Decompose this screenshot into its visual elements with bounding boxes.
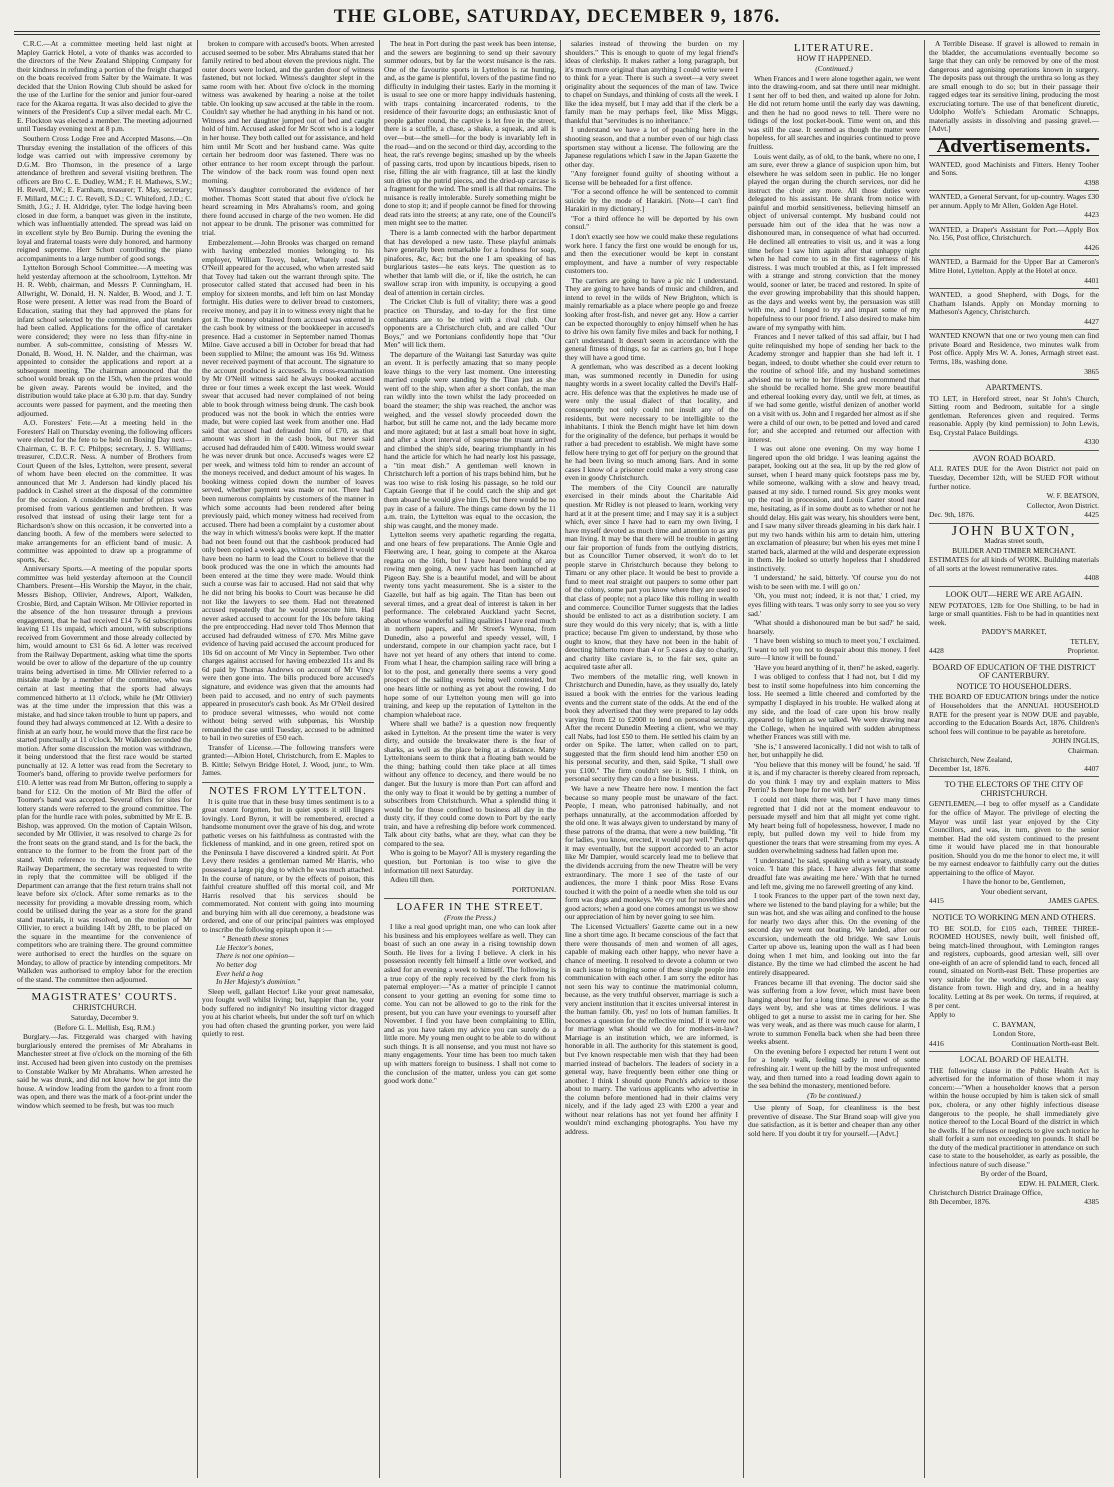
classified-ad bbox=[929, 256, 1099, 289]
ad-signature: TETLEY, bbox=[1070, 636, 1099, 646]
news-paragraph: There is a lamb connected with the harbor department that has developed a new taste. These playful animals have generally been remarkable for a fondness for soap, pinafores, &c, &c; but the one I am speaking of has burglarious tastes—he eats keys. The question as to whether that lamb will die, or if, like the ostrich, he can swallow scrap iron with impunity, is occupying a good deal of attention in certain circles. bbox=[384, 228, 556, 297]
health-board-ad bbox=[929, 1052, 1099, 1209]
column-separator bbox=[197, 40, 198, 1478]
column-6 bbox=[929, 40, 1099, 1480]
section-heading: NOTES FROM LYTTELTON. bbox=[202, 782, 374, 796]
ad-footer bbox=[929, 765, 1099, 774]
story-paragraph: On the evening before I expected her return I went out for a lonely walk, feeling sadly in need of some refreshing air. I went up the hill by the most unfrequented way, and then turned into a road leading down again to the sea behind the monastery, mentioned before. bbox=[748, 1046, 920, 1091]
news-paragraph: Embezzlement.—John Brooks was charged on remand with having embezzled monies belonging to his employer, William Tovey, baker, Whately road. Mr O'Neill appeared for the accused, who when arrested said that Tovey had taken out the warrant through spite. The prosecutor called stated that accused had been in his employ for sixteen months, and left him on last Monday fortnight. His duties were to deliver bread to customers, receive money, and pay it in to witness every night that he got it. The money obtained from accused was entered in the cash book by witness or the bookkeeper in accused's presence. Had a customer in September named Thomas Milne. Gave accused a bill in October for bread that had been supplied to Milne; the amount was 16s 9d. Witness never received payment of that account. The signature to the account produced is accused's. In cross-examination by Mr O'Neill witness said he always booked accused three or four times a week except the last week. Would swear that accused had never complained of not being able to book through witness being drunk. The cash book produced was not the book in which the entries were made, but were copied last week from another one. Had said that accused had defrauded him of £70, as that amount was short in the cash book, but never said accused had defrauded him of £400. Witness would swear he was never drunk but once. Accused's wages were £2 per week, and witness told him to render an account of the moneys received, and deduct amount of his wages. In booking witness copied down the number of loaves served, whether payment was made or not. There had been numerous complaints by customers of the manner in which some accounts had been rendered after being previously paid, which money witness had received from accused. There had been a complaint by a customer about the way in which witness's books were kept. If the matter had not been found out that the cashbook produced had only been copied a week ago, witness considered it would have been no harm to lead the Court to believe that the book produced was the one in which the amounts had been entered at the time they were made. Would think such a course was fair to accused. Had not said that why he did not bring his books to Court was because he did not like the lawyers to see them. Had not threatened accused repeatedly that he would prosecute him. Had never asked accused to account for the 10s before taking the pre entprocceding. Had never told Thos Mennon that accused had defrauded witness of £70. Mrs Milne gave evidence of having paid accused the account produced for 10s 6d on account of Mr Vincy in September. Two other charges against accused for having embezzled 11s and 8s 6d paid by Thomas Andrews on account of Mr Vincy were then gone into. The bills produced bore accused's signature, and evidence was given that the amounts had been paid to accused, and no entry of such payments appeared in prosecutor's cash book. As Mr O'Neil desired to produce several witnesses, who would not come without being served with subpœnas, his Worship remanded the case until Tuesday, accused to be admitted to bail in two sureties of £50 each. bbox=[202, 237, 374, 743]
continued-note: (Continued.) bbox=[815, 64, 853, 74]
classified-ad bbox=[929, 289, 1099, 330]
signature: PORTONIAN. bbox=[512, 884, 556, 894]
ad-footer bbox=[929, 897, 1099, 906]
ad-number: 4398 bbox=[1084, 177, 1099, 187]
story-paragraph: When Frances and I were alone together again, we went into the drawing-room, and sat there until near midnight. I sent her off to bed then, and waited up alone for John. He did not return home until the early day was dawning, and then he had no good news to tell. There were no tidings of the lost pocket-book. Time went on, and this was still the case. It seemed as though the matter were hopeless, for all searches and inquiries continued to prove fruitless. bbox=[748, 73, 920, 152]
story-paragraph: 'You believe that this money will be found,' he said. 'If it is, and if my character is thereby cleared from reproach, do you think I may try and explain matters to Miss Perrin? Is there hope for me with her?' bbox=[748, 759, 920, 795]
masthead-rule-2 bbox=[14, 34, 1100, 35]
court-bench: (Before G. L. Mellish, Esq, R.M.) bbox=[54, 1022, 155, 1032]
story-paragraph: 'I understand,' he said, bitterly. 'Of course you do not wish to be seen with me. I will go on.' bbox=[748, 573, 920, 591]
ad-role: Chairman. bbox=[1068, 745, 1099, 755]
masthead-rule bbox=[14, 31, 1100, 32]
ad-signature: JOHN INGLIS, bbox=[1052, 736, 1099, 746]
ad-role: Collector, Avon District. bbox=[1026, 500, 1099, 510]
story-paragraph: 'Have you heard anything of it, then?' he asked, eagerly. bbox=[754, 662, 920, 672]
buxton-ad bbox=[929, 524, 1099, 587]
news-paragraph: "Any foreigner found guilty of shooting without a license will be beheaded for a first offence. bbox=[565, 169, 738, 187]
ad-date: December 1st, 1876. bbox=[929, 763, 991, 773]
news-paragraph: "For a third offence he will be deported by his own consul." bbox=[565, 213, 738, 232]
ad-signature: EDW. H. PALMER, Clerk. bbox=[1018, 1178, 1099, 1188]
news-paragraph: A gentleman, who was described as a decent looking man, was summoned recently in Dunedin for using naughty words in a sweet locality called the Devil's Half-acre. His defence was that the expletives he made use of were only the usual dialect of that locality, and consequently not only could not insult any of the residents, but were necessary to be intelligible to the inhabitants. I think the Bench might have let him down for the originality of the defence, but perhaps it would be rather a bad precedent to establish. We might have some fellow here trying to get off for perjury on the ground that he had been living so much among liars. And in some cases I know of a prisoner could make a very strong case even in goody Christchurch. bbox=[565, 362, 738, 483]
ad-closing: I have the honor to be, Gentlemen, bbox=[962, 877, 1066, 887]
story-paragraph: I was out alone one evening. On my way home I lingered upon the old bridge. I was leaning against the parapet, looking out at the sea, lit up by the red glow of sunset, when I heard many quick footsteps pass me by, while someone, walking with a slow and heavy tread, paused at my side. I turned round. Six grey monks went up the road in procession, and Louis Carter stood near me, hesitating, as if in some doubt as to whether or not he should delay. His gait was weary, his shoulders were bent, and I saw many silver threads gleaming in his dark hair. I put my two hands within his arm to detain him, uttering an exclamation of pleasure; but when his eyes met mine I started back, alarmed at the wild and desperate expression in them. He looked so utterly hopeless that I shuddered instinctively. bbox=[748, 444, 920, 573]
news-paragraph: Anniversary Sports.—A meeting of the popular sports committee was held yesterday afternoon at the Council Chambers. Present—His Worship the Mayor, in the chair, Messrs Bishop, Ollivier, Andrews, Alport, Walkden, Crosbie, Bird, and Captain Wilson. Mr Ollivier reported in the absence of the hon treasurer through a previous engagement, that he had received £14 7s 6d subscriptions leaving £1 11s unpaid, which amount, with subscriptions received from Government and those already collected by him, would amount to £31 6s 6d. A letter was received from the Railway Department, asking what time the sports would be over to allow of the departure of the up country trains being advertised in time. Mr Ollivier referred to a mistake made by a member of the committee, who was certain at last meeting that the sports had always commenced hitherto at 11 o'clock, while he (Mr Ollivier) was at the time under the impression that this was a mistake, and had since taken trouble to hunt up papers, and found they had always commenced at 12. With a desire to finish at an early hour, he would move that the first race be started punctually at 11 o'clock. Mr Walkden seconded the motion. After some discussion the motion was withdrawn, it being understood that the first race would be started punctually at 12. A letter was read from the Secretary to Toomer's band, offering to provide twelve performers for £10. A letter was read from Mr Button, offering to supply a band for £12. On the motion of Mr Bird the offer of Toomer's band was accepted. Several offers for sites for lottery stands were referred to the ground committee. The plan for the hurdle race with poles, submitted by Mr E. B. Bishop, was approved. On the motion of Captain Wilson, seconded by Mr Ollivier, it was resolved to charge 2s for the front seats on the grand stand, and 1s for the back, the entrance to the former to be from the front part of the stand. With reference to the letter received from the Railway Department, the secretary was requested to write in reply that the committee will be obliged if the Department can arrange that the first return trains shall not leave before six o'clock. After some remarks as to the necessity for providing a movable dressing room, which could be utilised during the year as a store for the grand stand materials, it was resolved, on the motion of Mr Ollivier, to erect a building 14ft by 28ft, to be placed on the square in the meantime for the convenience of competitors who are training there. The ground committee were authorised to erect the hurdles on the square on Monday, to allow of practice by intending competitors. Mr Walkden was authorised to employ labor for the erection of the stand. The committee then adjourned. bbox=[17, 564, 192, 984]
ad-text: WANTED, a Barmaid for the Upper Bar at Cameron's Mitre Hotel, Lyttelton. Apply at the Hotel at once. bbox=[929, 257, 1099, 276]
news-paragraph: Southern Cross Lodge Free and Accepted Masons.—On Thursday evening the installation of the officers of this lodge was carried out with impressive ceremony by D.G.M. Bro Thomson, in the presence of a large attendance of brethren and several visiting brethren. The officers are Bro C. E. Dudley, W.M.; F. H. Mathews, S.W.; H. Revell, J.W.; E. Farnham, treasurer; T. May, secretary; F. Millard, M.C.; J. C. Revell, S.D.; C. Whiteford, J.D.; C. Smith, J.G.; J. H. Aldridge, tyler. The lodge having been closed in due form, a banquet was given in the institute, which was influentially attended. The spread was laid on in excellent style by Bro Burnip. During the evening the loyal and fraternal toasts were duly honored, and harmony reigned supreme. Herr Schott contributing the piano accompaniments to a large number of good songs. bbox=[17, 134, 192, 263]
news-paragraph: Lyttelton seems very apathetic regarding the regatta, and one hears of few preparations. The Annie Ogle and Fleetwing are, I hear, going to compete at the Akaroa regatta on the 16th, but I have heard nothing of any rowing men going. A new yacht has been launched at Pigeon Bay. She is a beautiful model, and will be about twenty tons yacht measurement. She is a sister to the Gazelle, but half as big again. The Titan has been out several times, and a great deal of interest is taken in her performance. The celebrated Auckland yacht Secret, about whose wonderful sailing qualities I have read much in northern papers, and Mr Street's Wynona, from Dunedin, also a powerful and speedy vessel, will, I understand, compete in our champion yacht race, but I have not yet heard of any others that intend to come. From what I hear, the champion sailing race will bring a lot to the post, and generally there seems a very good prospect of the sailing events being well contested, but one hears little or nothing as yet about the rowing. I do hope some of our Lyttelton young men will go into training, and keep up the reputation of Lyttelton in the champion whaleboat race. bbox=[384, 530, 556, 719]
story-paragraph: I could not think there was, but I have many times regretted that I did not at the moment endeavour to persuade myself and him that all might yet come right. My heart being full of hopelessness, however, I made no reply, but pulled down my veil to hide from my questioner the tears that were streaming from my eyes. A sudden overwhelming sadness had fallen upon me. bbox=[748, 795, 920, 856]
column-3 bbox=[384, 40, 556, 1480]
news-paragraph: Transfer of License.—The following transfers were granted:—Albion Hotel, Christchurch, from E. Maples to B. Kittle; Selwyn Bridge Hotel, J. Wood, junr., to Wm. James. bbox=[202, 742, 374, 778]
ad-heading: AVON ROAD BOARD. bbox=[972, 453, 1056, 463]
ad-text: NEW POTATOES, 12lb for One Shilling, to be had in large or small quantities. Fish to be had in quantities next week. bbox=[929, 600, 1099, 627]
story-paragraph: Frances and I never talked of this sad affair, but I had quite relinquished my hope of sending her back to the Academy stronger and happier than she had left it. I began, indeed, to doubt whether she could ever return to the routine of school life, and my husband sometimes advised me to write to her friends and recommend that she should be recalled home. She grew more beautiful and ethereal looking every day, until we felt, at times, as if we had some gentle, wistful denizen of another world on a visit with us. John and I regarded her almost as if she were a child of our own, to be petted and loved and cared for; and she accepted and returned our affection with interest. bbox=[748, 332, 920, 444]
news-paragraph: Who is going to be Mayor? All is mystery regarding the question, but Portonian is too wise to give the information till next Saturday. bbox=[384, 848, 556, 875]
ad-number: 3865 bbox=[1084, 366, 1099, 376]
section-subheading: CHRISTCHURCH. bbox=[72, 1002, 137, 1012]
ad-business: PADDY'S MARKET, bbox=[981, 627, 1047, 637]
ad-text: ESTIMATES for all kinds of WORK. Building materials of all sorts at the lowest remunerative rates. bbox=[929, 555, 1099, 573]
news-paragraph: I like a real good upright man, one who can look after his business and his employees welfare as well. They can boast of such an one away in a rising township down South. He lives for a living I believe. A clerk in his possession recently felt himself a little over worked, and asked for an evening a week to himself. The following is a true copy of the reply received by the clerk from his paternal employer:—"As a matter of principle I cannot consent to your getting an evening for some time to come. You can not be allowed to go to the rink for the present, but you can have your evenings to yourself after November. I find you have been complaining to Ellin, and as you have taken my advice you can surely do a little more. My young men ought to be able to do without such things. It is all nonsense, and you must not have so many engagements. Your time has been too much taken up with matters foreign to business. I shall not come to the conclusion of the matter, unless you can get some good work done." bbox=[384, 922, 556, 1086]
ad-number: 4423 bbox=[1084, 210, 1099, 220]
ad-signature: JAMES GAPES. bbox=[1048, 896, 1099, 906]
continued-note: (To be continued.) bbox=[807, 1090, 861, 1100]
electors-ad bbox=[929, 777, 1099, 910]
news-paragraph: broken to compare with accused's boots. When arrested accused seemed to be sober. Mrs Abrahams stated that her family retired to bed about eleven the previous night. The outer doors were locked, and the garden door of witness fastened, but not locked. Witness's daughter slept in the same room with her. About five o'clock in the morning witness was awakened by hearing a noise at the toilet table. On looking up saw accused at the table in the room. Couldn't say whether he had anything in his hand or not. Witness and her daughter jumped out of bed and caught hold of him. Accused asked for Mr Scott who is a lodger in her house. They both called out for assistance, and held him until Mr Scott and her husband came. Was quite certain her bedroom door was fastened. There was no other entrance to her room except through the parlour. The window of the back room was found open next morning. bbox=[202, 40, 374, 185]
ad-text: WANTED, a General Servant, for up-country. Wages £30 per annum. Apply to Mr Allen, Golden Age Hotel. bbox=[929, 192, 1099, 210]
news-paragraph: The Cricket Club is full of vitality; there was a good practice on Thursday, and to-day for the first time combatants are to be tried with a rival club. Our opponents are a Christchurch club, and are called "Our Boys," and we Portonians confidently hope that "Our Men" will lick them. bbox=[384, 297, 556, 350]
masthead: THE GLOBE, SATURDAY, DECEMBER 9, 1876. bbox=[333, 6, 781, 27]
classified-ad bbox=[929, 330, 1099, 380]
ad-number: 4427 bbox=[1084, 316, 1099, 326]
column-2 bbox=[202, 40, 374, 1480]
news-paragraph: Lyttelton Borough School Committee.—A meeting was held yesterday afternoon at the schoolroom, Lyttelton. Mr H. R. Webb, chairman, and Messrs P. Cunningham, H. Allwright, W. Donald, H. N. Nalder, B. Wood, and J. T. Rose were present. A letter was read from the Board of Education, stating that they had approved the plans for infant school selected by the committee, and that tenders had been called. Applications for the office of caretaker were considered; they were no less than fifty-nine in number. A sub-committee, consisting of Messrs W. Donald, B. Wood, H. N. Nalder, and the chairman, was appointed to consider the applications and report at a subsequent meeting. The chairman announced that the school would break up on the 15th, when the prizes would be given away. Parents would be invited, and the distribution would take place at 6.30 p.m. that day. Sundry accounts were passed for payment, and the meeting then adjourned. bbox=[17, 263, 192, 418]
story-paragraph: I was obliged to confess that I had not, but I did my best to instil some hopefulness into him concerning the loss. He seemed a little cheered and comforted by the sympathy I displayed in his trouble. He walked along at my side, and the load of care upon his brow really appeared to lighten as we talked. We were drawing near the College, when he inquired with sudden abruptness whether Frances was still with me. bbox=[748, 672, 920, 742]
potatoes-ad bbox=[929, 587, 1099, 660]
story-paragraph: 'She is,' I answered laconically. I did not wish to talk of her, but unhappily he did. bbox=[748, 741, 920, 760]
ad-order: By order of the Board, bbox=[980, 1169, 1048, 1179]
ad-text: GENTLEMEN,—I beg to offer myself as a Candidate for the office of Mayor. The privilege of electing the Mayor was until last year enjoyed by the City Councillors, and was, in turn, given to the senior member. Had the old system continued to the present time it would have placed me in that honourable position. Should you do me the honor to elect me, it will be my earnest endeavor to faithfully carry out the duties appertaining to the office of Mayor. bbox=[929, 799, 1099, 877]
medical-advert: A Terrible Disease. If gravel is allowed to remain in the bladder, the accumulations eventually become so large that they can only be removed by one of the most dangerous and agonising operations known in surgery. The deposits pass out through the urethra so long as they are small enough to do so; but in their passage their ragged edges tear its sensitive lining, producing the most excruciating torture. The use of that beneficent diuretic, Udolpho Wolfe's Schiedam Aromatic Schnapps, materially assists in dissolving and passing gravel.—[Advt.] bbox=[929, 40, 1099, 134]
section-heading: MAGISTRATES' COURTS. bbox=[17, 988, 192, 1002]
news-paragraph: We have a new Theatre here now. I mention the fact because so many people must be unaware of the fact. People, I mean, who patronised habitually, and not perhaps unnaturally, at the accommodation afforded by the old one. It was always given to understand by many of these patrons of the drama, that were a new building, "fit for ladies, you know, erected, it would pay well." Perhaps it may eventually, but the support accorded to an actor like Mr Dampier, would scarcely lead me to believe that the dividends accruing from the new Theatre will be very extraordinary. The more I see of the taste of our audiences, the more I think poor Miss Rose Evans touched it with the point of a needle when she told us our form was dogs and monkeys. We cry out for novelties and good actors; when a good one comes amongst us we show our appreciation of him by never going to see him. bbox=[565, 784, 738, 922]
story-paragraph: Louis went daily, as of old, to the bank, where no one, I am sure, ever threw a glance of suspicion upon him, but elsewhere he was seldom seen in public. He no longer played the organ during the church services, nor did he instruct the choir any more. All those duties were delegated to his assistant. He shrank from notice with painful and morbid sensitiveness, believing himself an object of universal contempt. My husband could not persuade him out of the idea that he was now a dishonoured man, in consequence of what had occurred. He declined all entreaties to visit us, and it was a long time before I saw him again after that unhappy night when he had come to us in the first eagerness of his distress. I was much troubled at this, as I felt impressed with a strange and strong conviction that the money would, sooner or later, be traced and restored. In spite of the ever growing improbability that this should happen, as the days and weeks went by, the persuasion was still with me, and I longed to try and impart some of my hopefulness to our poor friend. I also desired to make him aware of my sympathy with him. bbox=[748, 151, 920, 332]
ad-heading: BOARD OF EDUCATION OF THE DISTRICT OF CANTERBURY. bbox=[932, 662, 1096, 681]
ad-number: 4426 bbox=[1084, 242, 1099, 252]
ad-heading: LOCAL BOARD OF HEALTH. bbox=[959, 1055, 1069, 1065]
story-paragraph: I took Frances to the upper part of the town next day, where we listened to the band playing for a while; but the sun was hot, and she was ailing and confined to the house for nearly two days after this. On the evening of the second day we went out boating. We landed, after our excursion, underneath the old bridge. We saw Louis Carter up above us, leaning upon the wall as I had been doing when I met him, and looking out into the far distance. By the time we had climbed the ascent he had entirely disappeared. bbox=[748, 891, 920, 977]
ad-footer bbox=[929, 1040, 1099, 1049]
news-paragraph: I understand we have a lot of poaching here in the shooting season, and that a number even of our high class sportsmen stay without a license. The following are the Japanese regulations which I saw in the Japan Gazette the other day. bbox=[565, 125, 738, 169]
ad-number: 4407 bbox=[1084, 763, 1099, 773]
news-paragraph: The carriers are going to have a pic nic I understand. They are going to have bands of music and children, and intend to revel in the wilds of New Brighton, which is mainly remarkable as a place where people go and freeze looking after frost-fish, and never get any. How a carrier can be expected thoroughly to enjoy himself when he has to drive his own family five miles and back for nothing, I can't understand. It doesn't seem in accordance with the general fitness of things, so far as carriers go, but I hope they will have a good time. bbox=[565, 275, 738, 362]
ad-number: 4330 bbox=[1084, 437, 1099, 447]
news-paragraph: The members of the City Council are naturally exercised in their minds about the Charitable Aid question. Mr Ridley is not pleased to learn, working very hard at it at the present time; and I may say it is a subject which, ever since I have had to earn my own living, I have myself devoted as much time and attention to as any man living. It may be that there will be trouble in getting our fair proportion of funds from the outlying districts, but as Councillor Turner observed, it won't do to let people starve in Christchurch because they belong to Timaru or any other place. It would be best to provide a fund to meet real straight out paupers to some other part of the colony, some part you know where they are used to that class of people; not a place like this rolling in wealth and commerce. Councillor Turner suggests that the ladies should be enlisted to act as a distribution society. I am sure they would do this very nicely; that is, with a little practice; because I'm given to understand, by those who ought to know, that they have not been in the habit of detecting hitherto more than 4 or 5 cases a day to charity, and charity like caviare is, to the fair sex, quite an acquired taste after all. bbox=[565, 482, 738, 672]
ad-text: WANTED, good Machinists and Fitters. Henry Tooher and Sons. bbox=[929, 159, 1099, 178]
ad-heading: TO THE ELECTORS OF THE CITY OF CHRISTCHURCH. bbox=[944, 780, 1084, 798]
ad-heading: APARTMENTS. bbox=[985, 383, 1043, 393]
news-paragraph: "For a second offence he will be sentenced to commit suicide by the mode of Harakiri. [Note—I can't find Harakiri in my dictionary.] bbox=[565, 187, 738, 214]
ad-name: JOHN BUXTON, bbox=[951, 523, 1077, 539]
ad-address: London Store, bbox=[992, 1029, 1036, 1039]
ad-trade: BUILDER AND TIMBER MERCHANT. bbox=[952, 545, 1076, 555]
story-title: HOW IT HAPPENED. bbox=[796, 53, 872, 63]
column-5 bbox=[748, 40, 920, 1480]
ad-place: Christchurch, New Zealand, bbox=[929, 755, 1013, 765]
section-heading: LITERATURE. bbox=[793, 42, 875, 54]
story-paragraph: 'What should a dishonoured man be but sad?' he said, hoarsely. bbox=[748, 618, 920, 636]
soap-advert: Use plenty of Soap, for cleanliness is the best preventive of disease. The Star Brand soap will give you due satisfaction, as it is better and cheaper than any other sold here. If you doubt it try for yourself.—[Advt.] bbox=[748, 1103, 920, 1138]
column-separator bbox=[560, 40, 561, 1478]
education-board-ad bbox=[929, 660, 1099, 778]
story-paragraph: 'I have been wishing so much to meet you,' I exclaimed. 'I want to tell you not to despair about this money. I feel sure—I know it will be found.' bbox=[748, 636, 920, 663]
avon-road-board-ad bbox=[929, 451, 1099, 524]
ad-apply: Apply to bbox=[929, 1010, 956, 1020]
story-paragraph: Frances became ill that evening. The doctor said she was suffering from a low fever, which must have been hanging about her for a long time. She grew worse as the days went by, and she was at times delirious. I was obliged to get a nurse to assist me in caring for her. She was very weak, and as there was much cause for alarm, I wrote to summon Fenella back when she had been three weeks absent. bbox=[748, 977, 920, 1047]
source-note: (From the Press.) bbox=[444, 912, 496, 922]
ad-text: TO LET, in Hereford street, near St John's Church, Sitting room and Bedroom, suitable for a single gentleman. References given and required. Terms reasonable. Apply (by kind permission) to John Lewis, Esq, Crystal Palace Buildings. bbox=[929, 393, 1099, 437]
ad-text: ALL RATES DUE for the Avon District not paid on Tuesday, December 12th, will be SUED FOR without further notice. bbox=[929, 464, 1099, 491]
ad-text: WANTED, a good Shepherd, with Dogs, for the Chatham Islands. Apply on Monday morning to Matheson's Agency, Christchurch. bbox=[929, 290, 1099, 317]
news-paragraph: A.O. Foresters' Fete.—At a meeting held in the Foresters' Hall on Thursday evening, the following officers were elected for the fete to be held on Boxing Day next—Chairman, C. B. F. C. Philpps; secretary, J. S. Williams; treasurer, C.D.C.R. Ness. A number of Brothers from Court Queen of the Isles, Lyttelton, were present, several of whom have been elected on the committee. It was announced that Mr J. Anderson had kindly placed his paddock in Cashel street at the disposal of the committee for the occasion. A considerable number of prizes were promised from various gentlemen and brethren. It was resolved that instead of using their large tent for a Richardson's show on this occasion, it be converted into a dancing booth. A few of the members were selected to make arrangements for an efficient band of music. A committee was appointed to draw up a programme of sports, &c. bbox=[17, 418, 192, 564]
ad-footer bbox=[929, 1198, 1099, 1207]
column-1 bbox=[17, 40, 192, 1480]
news-paragraph: The departure of the Waitangi last Saturday was quite an event. It is perfectly amazing that so many people leave things to the very last moment. One interesting married couple were standing by the Titan just as she went off to the ship, when after a short confab, the man ran wildly into the town whilst the lady proceeded on board the steamer; the ship was reached, the anchor was weighed, and the vessel slowly proceeded down the harbor, but still he came not, and the lady became more and more agitated; but at last a small boat hove in sight, and after a short interval of suspense the truant arrived and climbed the ship's side, bearing triumphantly in his hand the article for which he had nearly lost his passage, a "tin meat dish." A gentleman well known in Christchurch left a portion of his traps behind him, but he was too wise to risk losing his passage, so he told our Captain George that if he could catch the ship and get them aboard he would give him £5, but there would be no pay in case of a failure. The things came down by the 11 a.m. train, the Lyttelton was equal to the occasion, the ship was caught, and the money made. bbox=[384, 349, 556, 530]
classified-ad bbox=[929, 191, 1099, 224]
story-paragraph: 'Oh, you must not; indeed, it is not that,' I cried, my eyes filling with tears. 'I was only sorry to see you so very sad.' bbox=[748, 591, 920, 618]
news-paragraph: It is quite true that in these busy times sentiment is to a great extent forgotten, but in quiet spots it still lingers lovingly. Lord Byron, it will be remembered, erected a handsome monument over the grave of his dog, and wrote pathetic verses on his faithfulness as contrasted with the fickleness of mankind, and in one green, retired spot on the Peninsula I have discovered a kindred spirit. At Port Levy there resides a gentleman named Mr Harris, who possessed a large pig dog to which he was much attached. In the course of nature, or by the effects of poison, this faithful creature shuffled off this mortal coil, and Mr Harris resolved that his services should be commemorated. Not content with going into mourning and burying him with all due ceremony, a headstone was ordered, and one of our principal painters was employed to inscribe the following epitaph upon it :— bbox=[202, 796, 374, 934]
news-paragraph: C.R.C.—At a committee meeting held last night at Mapley Garrick Hotel, a vote of thanks was accorded to the directors of the New Zealand Shipping Company for their kindness in refunding a portion of the freight charged on the boats received from Salter by the Waimate. It was decided that the Union Rowing Club should be asked for the use of the Lurline for the senior and junior four-oared race for the Akaroa regatta. It was also decided to give the winners of the President's Cup a silver medal each. Mr C. E. Flockton was elected a member. The meeting adjourned until Tuesday evening next at 8 p.m. bbox=[17, 40, 192, 134]
ad-date: Dec. 9th, 1876. bbox=[929, 510, 975, 520]
classified-ad bbox=[929, 159, 1099, 192]
ad-role: Proprietor. bbox=[1067, 646, 1099, 656]
news-paragraph: Two members of the metallic ring, well known in Christchurch and Dunedin, have, as they usually do, lately issued a book with the entries for the various leading events and the current state of the odds. At the end of the book they advertised that they were prepared to lay odds varying from £2 to £2000 to lend on personal security. After the recent Dunedin Meeting a client, who we may call Nabs, had lost £50 to them. He settled his claim by an order on Spike. The latter, when called on to part, suggested that the firm should lend him another £50 on his personal security, and then, said Spike, "I shall owe you £100." The firm couldn't see it. Still, I think, on personal security they can do a fine business. bbox=[565, 671, 738, 784]
ad-heading: LOOK OUT—HERE WE ARE AGAIN. bbox=[945, 589, 1083, 599]
ad-address: Continuation North-east Belt. bbox=[1011, 1038, 1099, 1048]
news-paragraph: Sleep well, gallant Hector! Like your great namesake, you fought well whilst living; but, happier than he, your body suffered no indignity! No insulting victor dragged you at his chariot wheels, but under the soft turf on which you had often chased the grunting porker, you were laid quietly to rest. bbox=[202, 986, 374, 1039]
ad-text: THE following clause in the Public Health Act is advertised for the information of those whom it may concern:—"When a householder knows that a person within the house occupied by him is taken sick of small pox, cholera, or any other highly infectious disease dangerous to the people, he shall immediately give notice thereof to the Local Board of the district in which he dwells. If he refuses or neglects to give such notice he shall forfeit a sum not exceeding ten pounds. It shall be the duty of the medical practitioner in attendance on such case to state to the householder, as early as possible, the infectious nature of such disease." bbox=[929, 1065, 1099, 1169]
ad-signature: C. BAYMAN, bbox=[992, 1019, 1036, 1029]
story-paragraph: 'I understand,' he said, speaking with a weary, unsteady voice. 'I hate this place. I have always felt that some dreadful fate was awaiting me here.' With that he turned and left me, giving me no farewell greeting of any kind. bbox=[748, 855, 920, 891]
ad-number: 4416 bbox=[929, 1038, 944, 1048]
apartments-ad bbox=[929, 380, 1099, 451]
epitaph-poem: " Beneath these stones Lie Hector's bones, There is not one opinion— No better dog Ever held a hog In Her Majesty's dominion." bbox=[216, 934, 300, 987]
ad-heading: NOTICE TO WORKING MEN AND OTHERS. bbox=[932, 913, 1096, 923]
news-paragraph: Burglary.—Jas. Fitzgerald was charged with having burglariously entered the premises of Mr Abrahams in Manchester street at five o'clock on the morning of the 6th inst. Accused had been given into custody on the premises to Constable Walker by Mr Abrahams. When arrested he said he was drunk, and did not know how he got into the house. A window leading from the garden to a front room was open, and there was the mark of a foot-print under the window which seemed to be fresh, but was too much bbox=[17, 1032, 192, 1110]
ad-text: TO BE SOLD, for £105 each, THREE THREE-ROOMED HOUSES, newly built, well finished off, being match-lined throughout, with Lemington ranges and registers, cupboards, good artesian well, sill over one-eighth of an acre of splendid land to each, fenced all round, situated on North-east Belt. These properties are very suitable for the working class, being an easy distance from town. High and dry, and in a healthy locality. Letting at 8s per week. On terms, if required, at 8 per cent. bbox=[929, 923, 1099, 1010]
ad-place: Christchurch District Drainage Office, bbox=[929, 1188, 1043, 1198]
court-date: Saturday, December 9. bbox=[70, 1013, 139, 1023]
ad-number: 4401 bbox=[1084, 275, 1099, 285]
classified-ad bbox=[929, 224, 1099, 257]
column-separator bbox=[379, 40, 380, 1478]
ad-closing: Your obedient servant, bbox=[980, 886, 1048, 896]
ad-address: Madras street south, bbox=[984, 536, 1044, 546]
closing-line: Adieu till then. bbox=[390, 875, 435, 885]
ad-text: WANTED KNOWN that one or two young men can find private Board and Residence, two minutes walk from Post office. Apply Mrs W. A. Jones, Armagh street east. Terms, 18s, washing done. bbox=[929, 331, 1099, 366]
news-paragraph: The heat in Port during the past week has been intense, and the sewers are beginning to send up their savoury summer odours, but by far the worst nuisance is the rats. One of the favourite sports in Lyttelton is rat hunting, and, as the game is plentiful, lovers of the pastime find no difficulty in indulging their tastes. Early in the morning it is usual to see one or more happy individuals hastening, with traps containing incarcerated rodents, to the residence of their favourite dogs; an enthusiastic knot of people gather round, the captive is let free in the street, there is a scuffle, a chase, a shake, a squeak, and all is over—but—the smell—for the body is invariably left in the road—and on the second or third day, according to the heat, the rat's revenge begins; smashed up by the wheels of passing carts, trod upon by incautious bipeds, risen to rise, filling the air with fragrance, till at last the kindly sun dries up the putrid pieces, and the dried-up carcase is a fragment for the wind. The smell is all that remains. The nuisance is really intolerable. Surely something might be done to stop it; and if people cannot be fined for throwing dead rats into the streets; at any rate, one of the Council's men might see to the matter. bbox=[384, 40, 556, 228]
column-separator bbox=[924, 40, 925, 1478]
ad-text: WANTED, a Draper's Assistant for Port.—Apply Box No. 156, Post office, Christchurch. bbox=[929, 224, 1099, 243]
ad-number: 4385 bbox=[1084, 1196, 1099, 1206]
ad-number: 4408 bbox=[1084, 573, 1099, 583]
section-heading: LOAFER IN THE STREET. bbox=[384, 898, 556, 912]
ad-date: 8th December, 1876. bbox=[929, 1196, 991, 1206]
column-4 bbox=[565, 40, 738, 1480]
ad-subheading: NOTICE TO HOUSEHOLDERS. bbox=[956, 681, 1072, 691]
advertisements-heading: Advertisements. bbox=[929, 138, 1099, 156]
news-paragraph: Witness's daughter corroborated the evidence of her mother. Thomas Scott stated that about five o'clock he heard screaming in Mrs Abrahams's room, and going there found accused in charge of the two women. He did not appear to be drunk. The prisoner was committed for trial. bbox=[202, 185, 374, 238]
ad-signature: W. F. BEATSON, bbox=[1046, 491, 1099, 501]
news-paragraph: salaries instead of throwing the burden on my shoulders." This is enough to quote of my legal friend's ideas of clerkship. It makes rather a long paragraph, but it's much more original than anything I could write were I to think for a year. There is such a sweet—a very sweet originality about the sequences of the man of law. Twice to chapel on Sundays, and thinking of costs all the week. I like the idea myself, but I may add that if the clerk be a family man he may perhaps feel, like Miss Miggs, thankful that "servitudes is no inheritance." bbox=[565, 40, 738, 125]
ad-number: 4428 bbox=[929, 646, 944, 656]
working-men-ad bbox=[929, 910, 1099, 1052]
news-paragraph: I don't exactly see how we could make these regulations work here. I fancy the first one would be enough for us, and then the executioner would be kept in constant employment, and have a number of very respectable customers too. bbox=[565, 232, 738, 276]
ad-number: 4415 bbox=[929, 896, 944, 906]
news-paragraph: The Licensed Victuallers' Gazette came out in a new line a short time ago. It became conscious of the fact that there were thousands of men and women of all ages, capable of making each other happy, who never have a chance of meeting. It resolved to devote a column or two in each issue to bringing some of these single people into communication with each other. I am sorry the editor has not seen his way to continue the matrimonial column, because, as the very truthful observer, marriage is such a very ancient institution that it excites universal interest in the human family. Oh, yes! no lots of human families. It becomes a question for the reflective mind. If it were not for marriage what should we do for mothers-in-law? Marriage is an institution which, we are informed, is honorable in all. The authority for this statement is good, but I've known respectable men wish that they had been married instead of bachelors. The leaders of society in a general way, have frequently been either one thing or another. I think I should quote Punch's advice to those about to marry. The various applicants who advertise in the column before mentioned had in their claims very nicely, and if the lady aged 23 with £200 a year and without near relations has not yet found her affinity I wouldn't mind exchanging photographs. You have my address. bbox=[565, 921, 738, 1136]
ad-number: 4425 bbox=[1084, 510, 1099, 520]
ad-text: THE BOARD OF EDUCATION brings under the notice of Householders that the ANNUAL HOUSEHOLD RATE for the present year is NOW DUE and payable, according to the Education Boards Act, 1876. Children's school fees will continue to be payable as heretofore. bbox=[929, 692, 1099, 736]
ad-footer bbox=[929, 647, 1099, 656]
column-separator bbox=[743, 40, 744, 1478]
ad-footer bbox=[929, 511, 1099, 520]
news-paragraph: Where shall we bathe? is a question now frequently asked in Lyttelton. At the present time the water is very dirty, and outside the breakwater there is the fear of sharks, as well as the place being at a distance. Many Lytteltonians seem to think that a floating bath would be the thing; bathing could then take place at all times without any offence to decency, and there would be no danger. But the luxury is more than Port can afford and the only way to float it would be by getting a number of subscribers from Christchurch. What a splendid thing it would be for those confined to business all day in the dusty city, if they could come down to Port by the early train, and have a refreshing dip before work commenced. Talk about city baths, what are they, what can they be compared to the sea. bbox=[384, 719, 556, 848]
